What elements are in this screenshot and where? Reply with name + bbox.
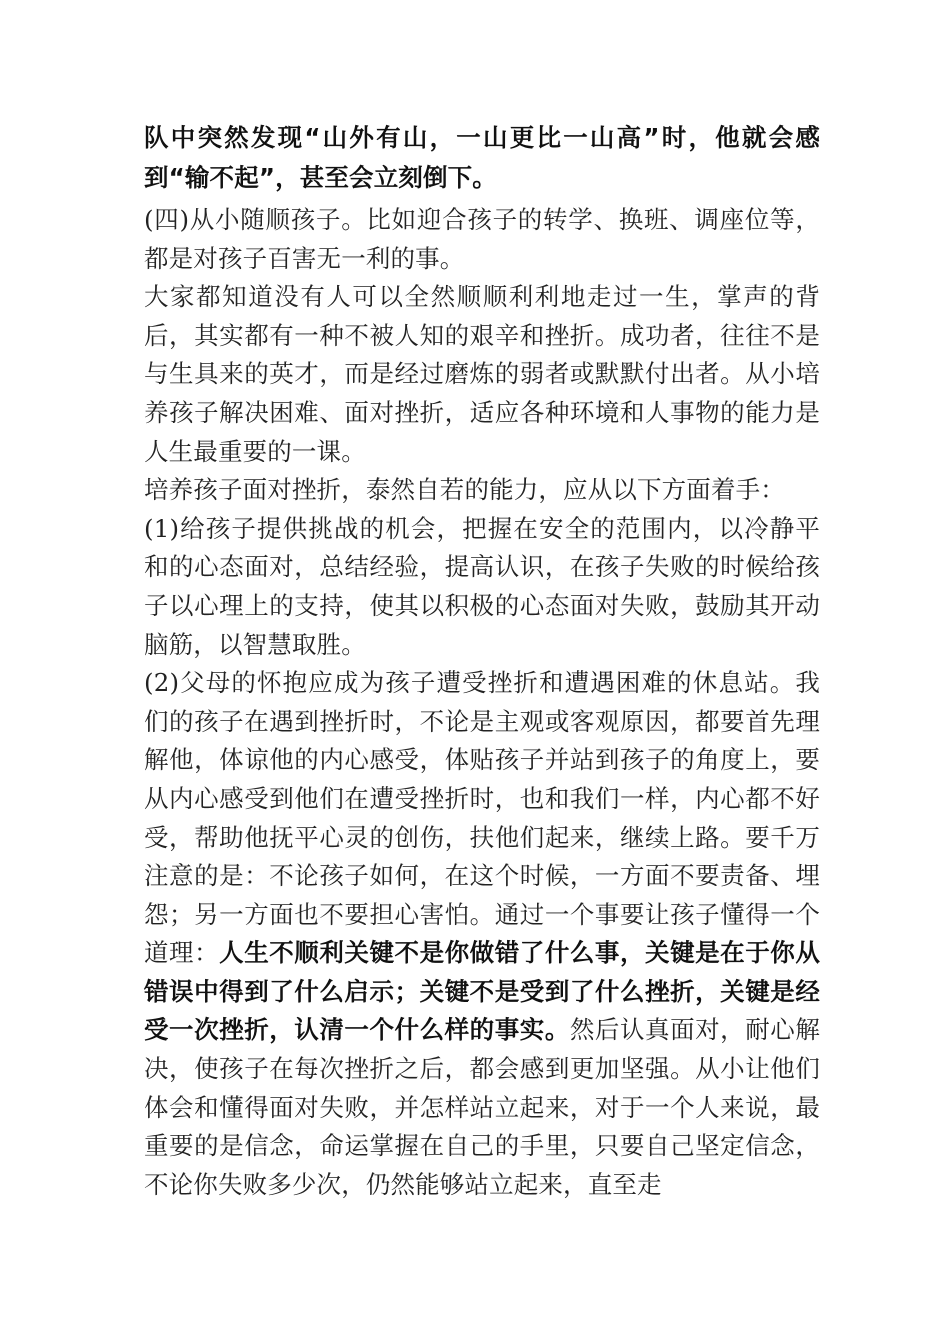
paragraph-2 — [144, 201, 820, 278]
body-text: (四)从小随顺孩子。比如迎合孩子的转学、换班、调座位等，都是对孩子百害无一利的事。 — [144, 205, 820, 273]
paragraph-3 — [144, 278, 820, 471]
bold-text: 队中突然发现“山外有山，一山更比一山高”时，他就会感到“输不起”，甚至会立刻倒下。 — [144, 123, 820, 192]
body-text: (2)父母的怀抱应成为孩子遭受挫折和遭遇困难的休息站。我们的孩子在遇到挫折时，不论是主观或客观原因，都要首先理解他，体谅他的内心感受，体贴孩子并站到孩子的角度上，要从内心感受到他们在遭受挫折时，也和我们一样，内心都不好受，帮助他抚平心灵的创伤，扶他们起来，继续上路。要千万注意的是：不论孩子如何，在这个时候，一方面不要责备、埋怨；另一方面也不要担心害怕。通过一个事要让孩子懂得一个道理： — [144, 668, 820, 968]
paragraph-4 — [144, 471, 820, 510]
body-text: 大家都知道没有人可以全然顺顺利利地走过一生，掌声的背后，其实都有一种不被人知的艰辛和挫折。成功者，往往不是与生具来的英才，而是经过磨炼的弱者或默默付出者。从小培养孩子解决困难、面对挫折，适应各种环境和人事物的能力是人生最重要的一课。 — [144, 282, 820, 466]
body-text: (1)给孩子提供挑战的机会，把握在安全的范围内，以冷静平和的心态面对，总结经验，提高认识，在孩子失败的时候给孩子以心理上的支持，使其以积极的心态面对失败，鼓励其开动脑筋，以智慧取胜。 — [144, 513, 820, 659]
paragraph-5 — [144, 510, 820, 664]
bold-text: 人生不顺利关键不是你做错了什么事，关键是在于你从错误中得到了什么启示；关键不是受到了什么挫折，关键是经受一次挫折，认清一个什么样的事实。 — [144, 938, 820, 1045]
document-page — [144, 118, 820, 1204]
body-text: 培养孩子面对挫折，泰然自若的能力，应从以下方面着手： — [144, 475, 785, 505]
body-text: 然后认真面对，耐心解决，使孩子在每次挫折之后，都会感到更加坚强。从小让他们体会和懂得面对失败，并怎样站立起来，对于一个人来说，最重要的是信念，命运掌握在自己的手里，只要自己坚定信念，不论你失败多少次，仍然能够站立起来，直至走 — [144, 1015, 820, 1199]
paragraph-6 — [144, 664, 820, 1204]
paragraph-1 — [144, 118, 820, 198]
